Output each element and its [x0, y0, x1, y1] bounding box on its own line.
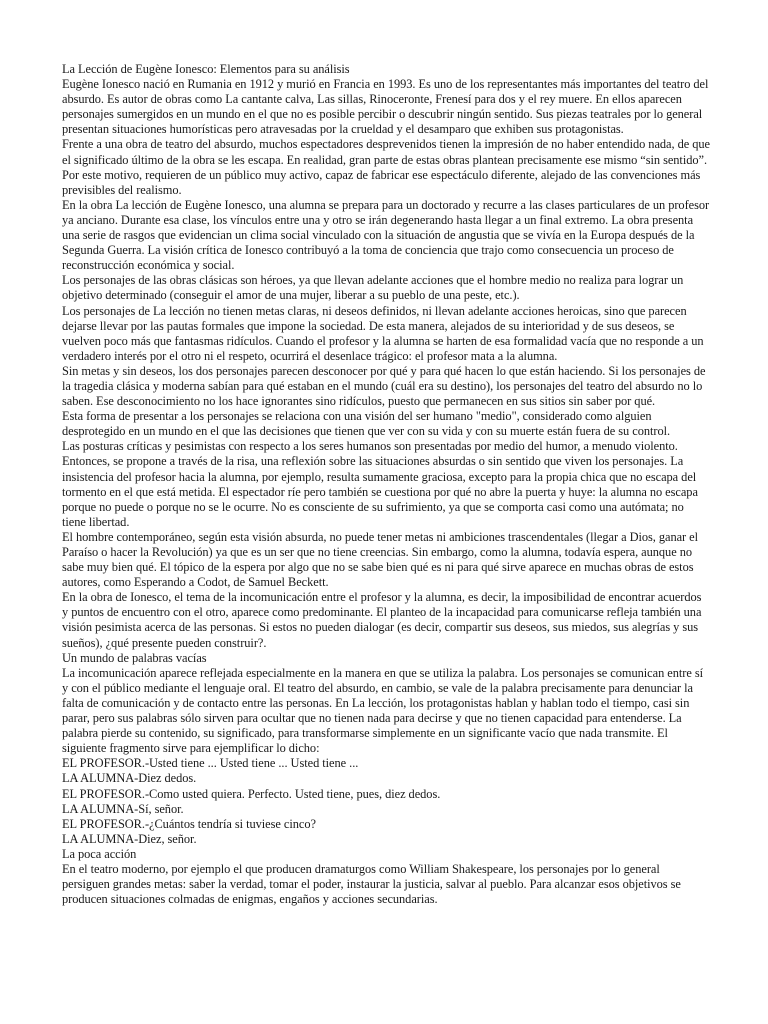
document-title: La Lección de Eugène Ionesco: Elementos para su análisis	[62, 62, 350, 76]
paragraph: El hombre contemporáneo, según esta visión absurda, no puede tener metas ni ambiciones trascendentales (llegar a Dios, ganar el Paraíso o hacer la Revolución) ya que es un ser que no tiene creencias. Sin embargo, como la alumna, todavía espera, aunque no sabe muy bien qué. El tópico de la espera por algo que no se sabe bien qué es ni para qué sirve aparece en muchas obras de estos autores, como Esperando a Codot, de Samuel Beckett.	[62, 529, 699, 590]
paragraph: La incomunicación aparece reflejada especialmente en la manera en que se utiliza la palabra. Los personajes se comunican entre sí y con el público mediante el lenguaje oral. El teatro del absurdo, en cambio, se vale de la palabra precisamente para denunciar la falta de comunicación y de contacto entre las personas. En La lección, los protagonistas hablan y hablan todo el tiempo, casi sin parar, pero sus palabras sólo sirven para ocultar que no tienen nada para decirse y que no tienen capacidad para entenderse. La palabra pierde su contenido, su significado, para transformarse simplemente en un significante vacío que nada transmite. El siguiente fragmento sirve para ejemplificar lo dicho:	[62, 665, 703, 756]
paragraph: En la obra de Ionesco, el tema de la incomunicación entre el profesor y la alumna, es decir, la imposibilidad de encontrar acuerdos y puntos de encuentro con el otro, aparece como predominante. El planteo de la incapacidad para comunicarse refleja también una visión pesimista acerca de las personas. Si estos no pueden dialogar (es decir, compartir sus deseos, sus miedos, sus alegrías y sus sueños), ¿qué presente pueden construir?.	[62, 590, 702, 650]
section-heading: La poca acción	[62, 846, 137, 861]
dialogue-line: EL PROFESOR.-¿Cuántos tendría si tuviese cinco?	[62, 816, 316, 831]
paragraph: En la obra La lección de Eugène Ionesco, una alumna se prepara para un doctorado y recurre a las clases particulares de un profesor ya anciano. Durante esa clase, los vínculos entre una y otro se irán degenerando hasta llegar a un final extremo. La obra presenta una serie de rasgos que evidencian un clima social vinculado con la situación de angustia que se vivía en la Europa después de la Segunda Guerra. La visión crítica de Ionesco contribuyó a la toma de conciencia que trajo como consecuencia un proceso de reconstrucción económica y social.	[62, 197, 710, 273]
document-body	[62, 62, 710, 907]
dialogue-line: LA ALUMNA-Sí, señor.	[62, 801, 184, 816]
paragraph: Los personajes de La lección no tienen metas claras, ni deseos definidos, ni llevan adelante acciones heroicas, sino que parecen dejarse llevar por las pautas formales que impone la sociedad. De esta manera, alejados de su interioridad y de sus deseos, se vuelven poco más que fantasmas ridículos. Cuando el profesor y la alumna se harten de esa formalidad vacía que no responde a un verdadero interés por el otro ni el respeto, ocurrirá el desenlace trágico: el profesor mata a la alumna.	[62, 303, 704, 363]
paragraph: Las posturas críticas y pesimistas con respecto a los seres humanos son presentadas por medio del humor, a menudo violento. Entonces, se propone a través de la risa, una reflexión sobre las situaciones absurdas o sin sentido que viven los personajes. La insistencia del profesor hacia la alumna, por ejemplo, resulta sumamente graciosa, excepto para la propia chica que no escapa del tormento en el que está metida. El espectador ríe pero también se cuestiona por qué no abre la puerta y huye: la alumna no escapa porque no puede o porque no se le ocurre. No es consciente de su sufrimiento, ya que se comporta casi como una autómata; no tiene libertad.	[62, 439, 698, 529]
dialogue-line: EL PROFESOR.-Como usted quiera. Perfecto. Usted tiene, pues, diez dedos.	[62, 786, 441, 801]
dialogue-line: LA ALUMNA-Diez dedos.	[62, 771, 197, 786]
paragraph: En el teatro moderno, por ejemplo el que producen dramaturgos como William Shakespeare, los personajes por lo general persiguen grandes metas: saber la verdad, tomar el poder, instaurar la justicia, salvar al pueblo. Para alcanzar esos objetivos se producen situaciones colmadas de enigmas, engaños y acciones secundarias.	[62, 861, 681, 907]
section-heading: Un mundo de palabras vacías	[62, 650, 207, 665]
paragraph: Los personajes de las obras clásicas son héroes, ya que llevan adelante acciones que el hombre medio no realiza para lograr un objetivo determinado (conseguir el amor de una mujer, liberar a su pueblo de una peste, etc.).	[62, 273, 684, 303]
dialogue-line: EL PROFESOR.-Usted tiene ... Usted tiene ... Usted tiene ...	[62, 756, 359, 771]
paragraph: Eugène Ionesco nació en Rumania en 1912 y murió en Francia en 1993. Es uno de los representantes más importantes del teatro del absurdo. Es autor de obras como La cantante calva, Las sillas, Rinoceronte, Frenesí para dos y el rey muere. En ellos aparecen personajes sumergidos en un mundo en el que no es posible percibir o descubrir ningún sentido. Sus piezas teatrales por lo general presentan situaciones humorísticas pero atravesadas por la crueldad y el desamparo que exhiben sus protagonistas.	[62, 77, 709, 137]
paragraph: Sin metas y sin deseos, los dos personajes parecen desconocer por qué y para qué hacen lo que están haciendo. Si los personajes de la tragedia clásica y moderna sabían para qué estaban en el mundo (cuál era su destino), los personajes del teatro del absurdo no lo saben. Ese desconocimiento no los hace ignorantes sino ridículos, puesto que permanecen en sus sitios sin saber por qué.	[62, 363, 706, 409]
paragraph: Esta forma de presentar a los personajes se relaciona con una visión del ser humano "medio", considerado como alguien desprotegido en un mundo en el que las decisiones que tienen que ver con su vida y con su muerte están fuera de su control.	[62, 409, 671, 439]
paragraph: Frente a una obra de teatro del absurdo, muchos espectadores desprevenidos tienen la impresión de no haber entendido nada, de que el significado último de la obra se les escapa. En realidad, gran parte de estas obras plantean precisamente ese mismo “sin sentido”. Por este motivo, requieren de un público muy activo, capaz de fabricar ese espectáculo diferente, alejado de las convenciones más previsibles del realismo.	[62, 137, 710, 197]
dialogue-line: LA ALUMNA-Diez, señor.	[62, 831, 197, 846]
